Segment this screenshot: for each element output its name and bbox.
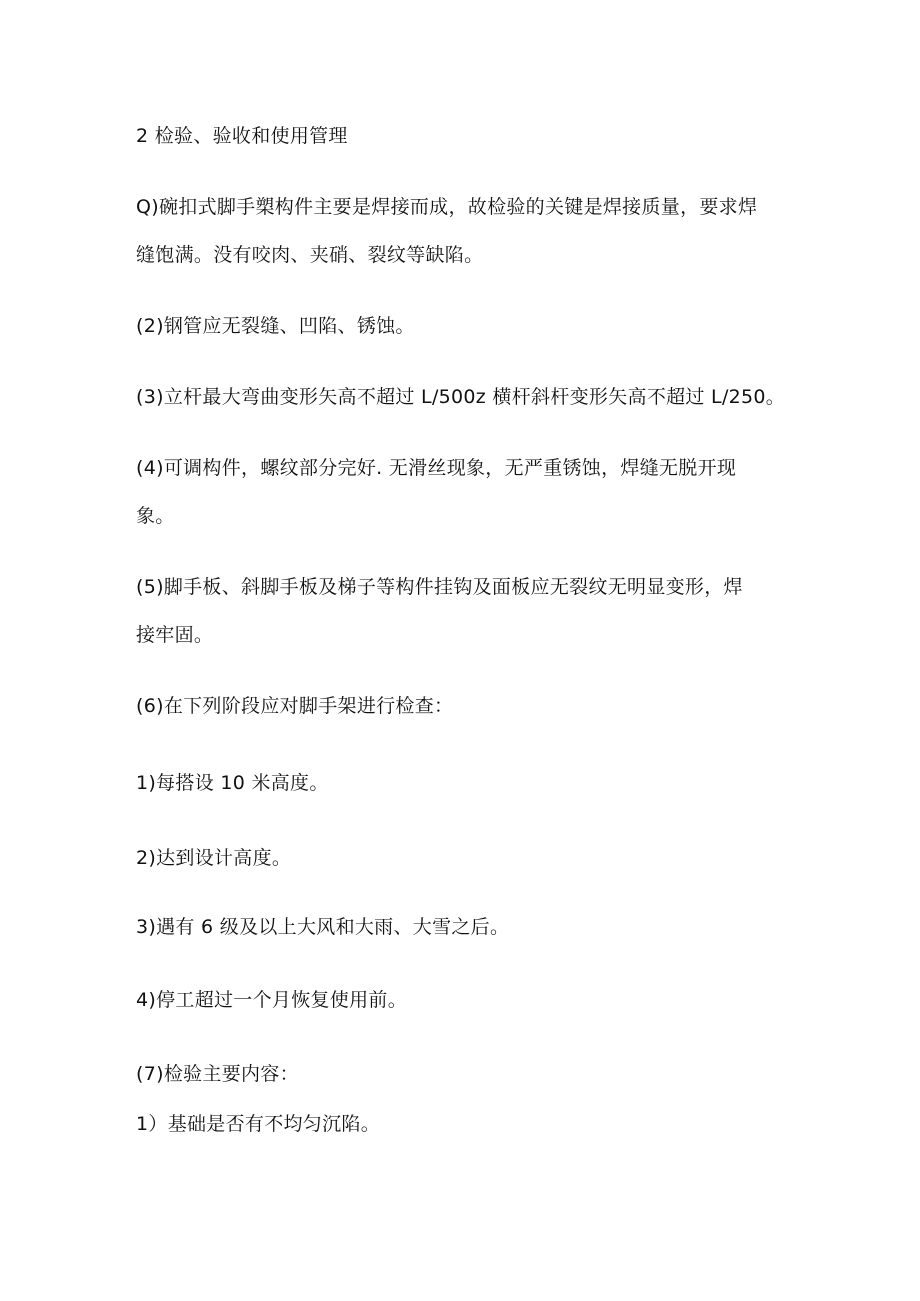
paragraph-1-line-2: 缝饱满。没有咬肉、夹硝、裂纹等缺陷。	[136, 244, 484, 266]
paragraph-6-line-1: (6)在下列阶段应对脚手架进行检查：	[136, 695, 454, 717]
paragraph-1-line-1: Q)碗扣式脚手槊构件主要是焊接而成，故检验的关键是焊接质量，要求焊	[136, 196, 758, 218]
check-stage-item-2: 2)达到设计高度。	[136, 847, 292, 869]
check-stage-item-4: 4)停工超过一个月恢复使用前。	[136, 989, 408, 1011]
paragraph-4-line-1: (4)可调构件，螺纹部分完好. 无滑丝现象，无严重锈蚀，焊缝无脱开现	[136, 457, 737, 479]
paragraph-4-line-2: 象。	[136, 505, 175, 527]
paragraph-2-line-1: (2)钢管应无裂缝、凹陷、锈蚀。	[136, 315, 415, 337]
check-stage-item-1: 1)每搭设 10 米高度。	[136, 772, 329, 794]
check-stage-item-3: 3)遇有 6 级及以上大风和大雨、大雪之后。	[136, 916, 510, 938]
paragraph-5-line-2: 接牢固。	[136, 624, 214, 646]
paragraph-5-line-1: (5)脚手板、斜脚手板及梯子等构件挂钩及面板应无裂纹无明显变形，焊	[136, 576, 743, 598]
section-heading: 2 检验、验收和使用管理	[136, 125, 348, 147]
inspection-heading: (7)检验主要内容：	[136, 1063, 299, 1085]
inspection-item-1: 1）基础是否有不均匀沉陷。	[136, 1113, 380, 1135]
paragraph-3-line-1: (3)立杆最大弯曲变形矢高不超过 L/500z 横杆斜杆变形矢高不超过 L/250。	[136, 386, 786, 408]
